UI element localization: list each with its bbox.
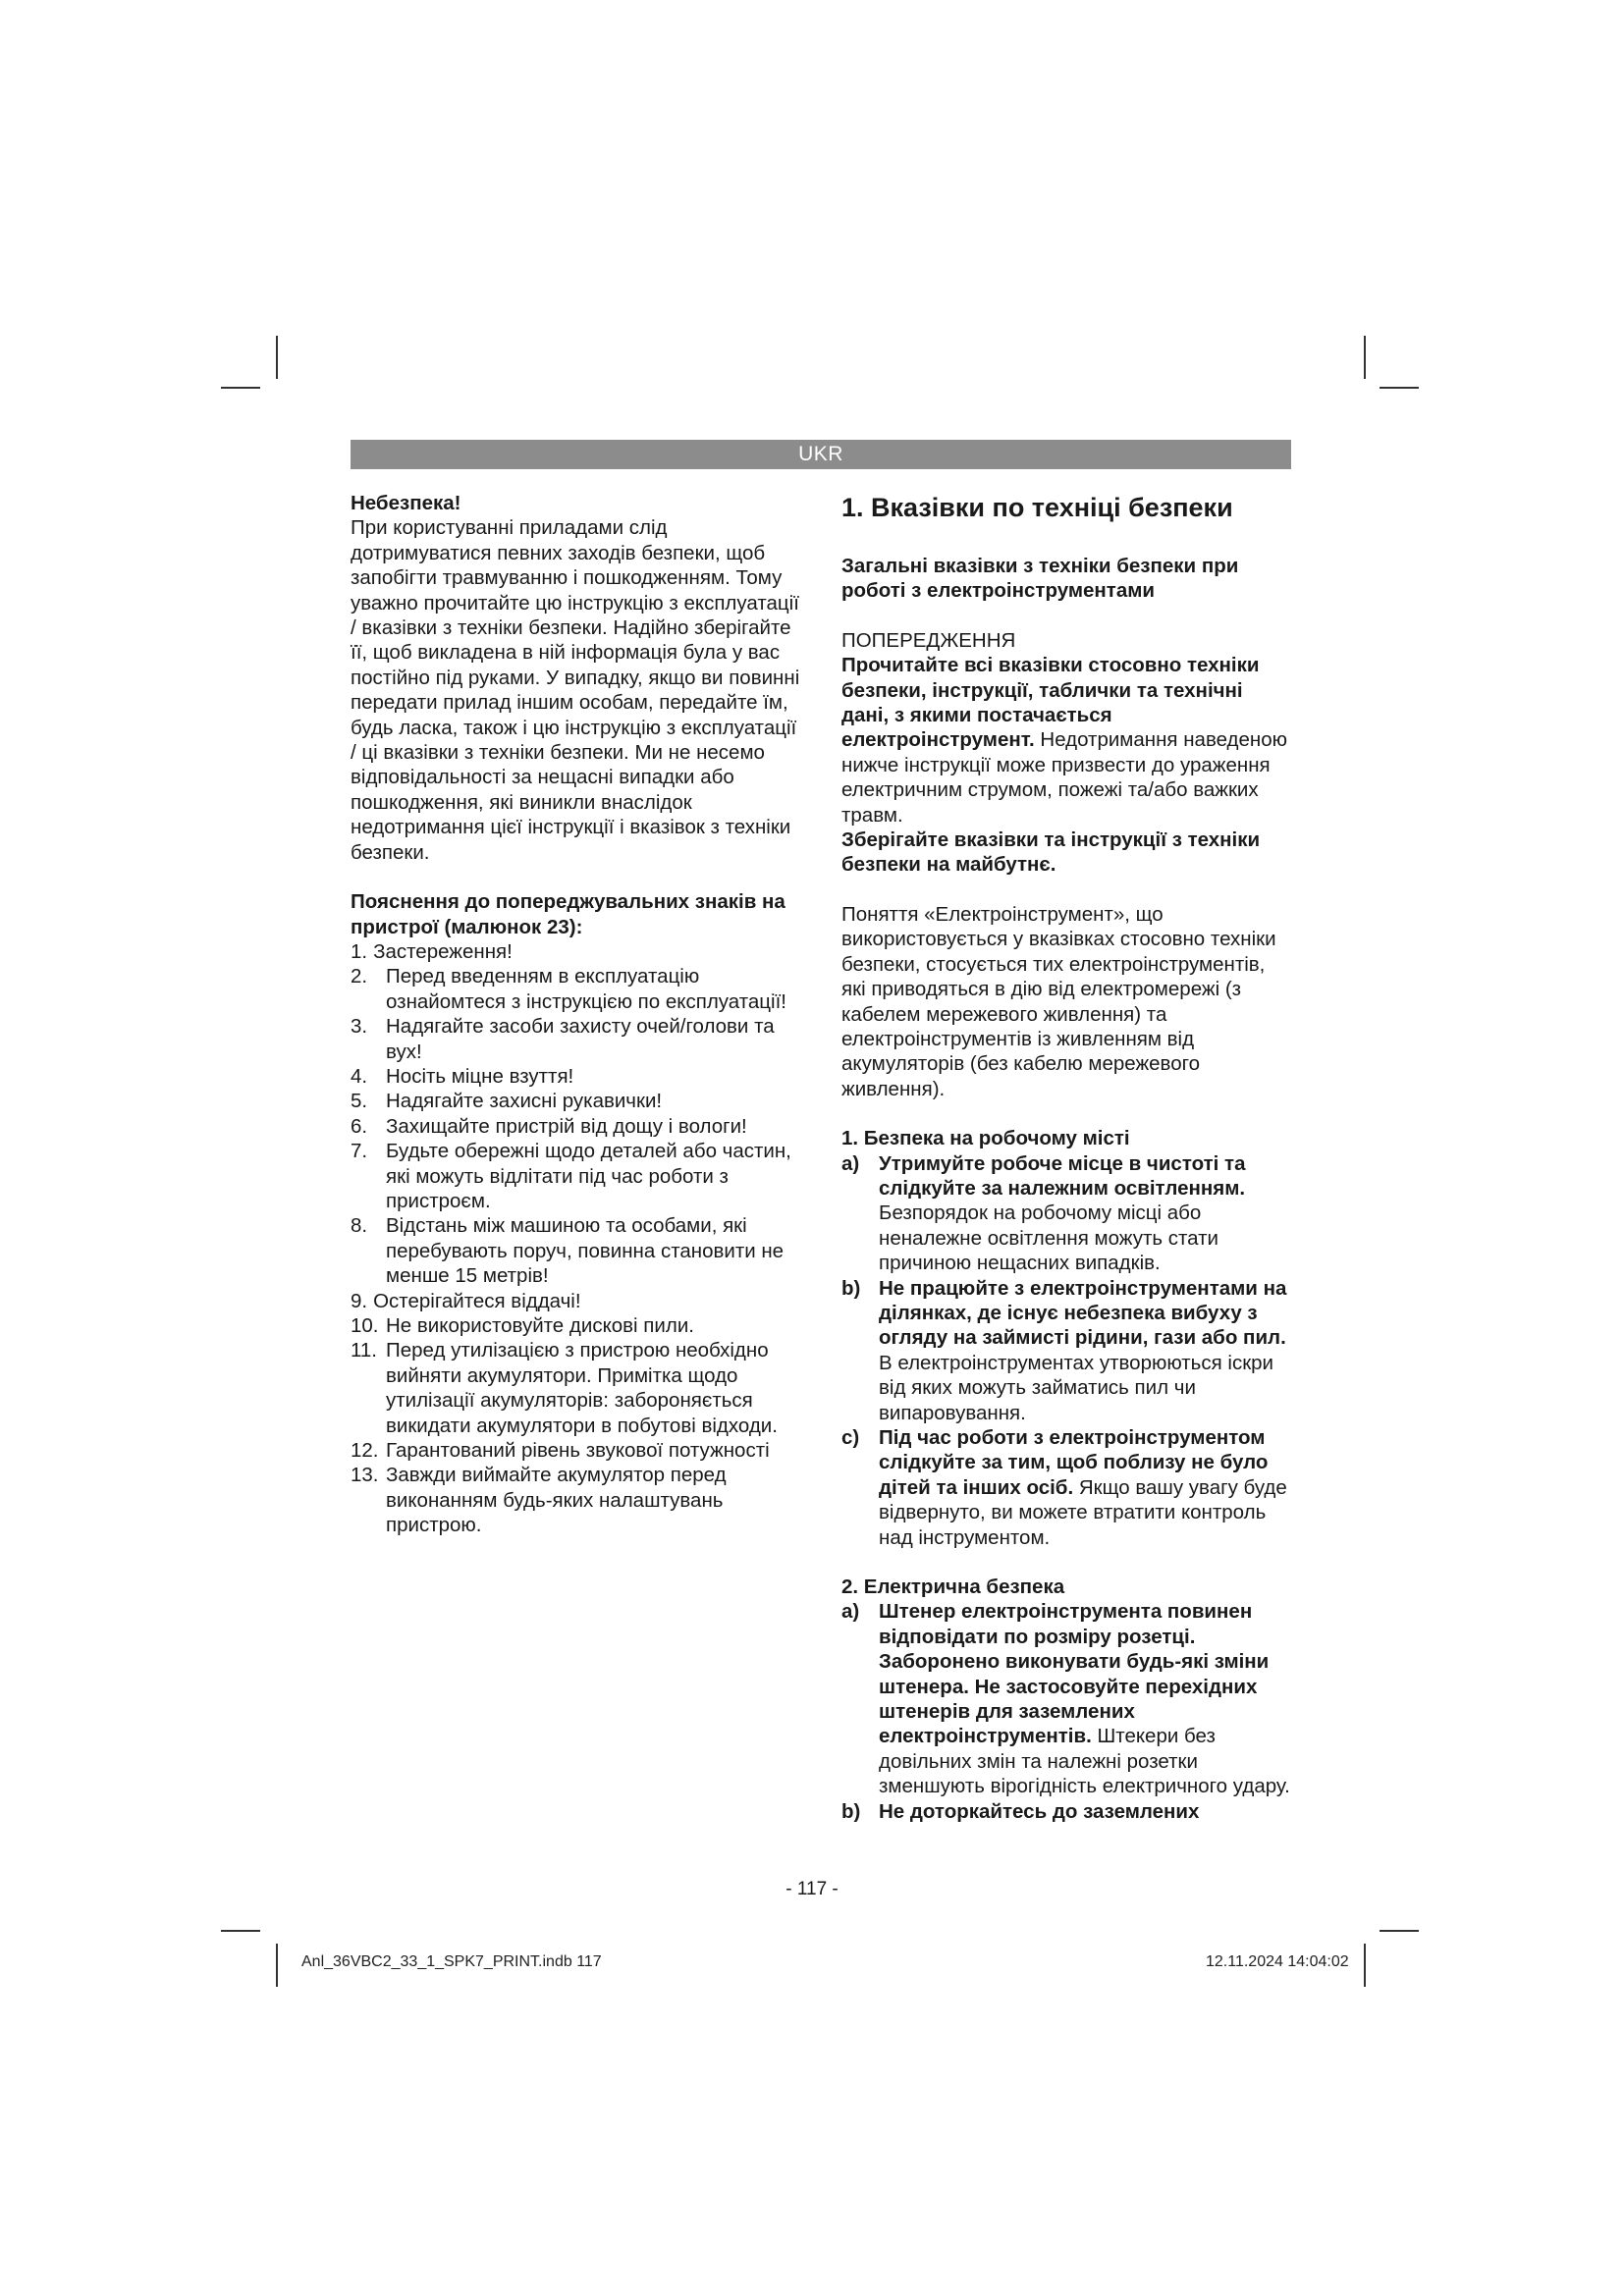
warning-label: ПОПЕРЕДЖЕННЯ: [841, 628, 1016, 652]
danger-text: При користуванні приладами слід дотримуватися певних заходів безпеки, щоб запобігти травмуванню і пошкодженням. Тому уважно прочитайте цю інструкцію з експлуатації / вказівки з техніки безпеки. Надійно зберігайте її, щоб викладена в ній інформація була у вас постійно під руками. У випадку, якщо ви повинні передати прилад іншим особам, передайте їм, будь ласка, також і цю інструкцію з експлуатації / ці вказівки з техніки безпеки. Ми не несемо відповідальності за нещасні випадки або пошкодження, які виникли внаслідок недотримання цієї інструкції і вказівок з техніки безпеки.: [351, 516, 800, 864]
list-item-text: Надягайте захисні рукавички!: [386, 1090, 663, 1113]
signs-list: [351, 939, 804, 1538]
warning-paragraph: [841, 653, 1293, 828]
list-item-text: Штекери без довільних змін та належні розетки зменшують вірогідність електричного удару.: [879, 1725, 1290, 1798]
language-header: UKR: [351, 440, 1291, 469]
list-item-letter: a): [841, 1600, 860, 1624]
list-item: [351, 1438, 804, 1463]
list-item-number: 1.: [351, 939, 368, 963]
workplace-title: 1. Безпека на робочому місті: [841, 1127, 1130, 1150]
crop-mark: [1364, 336, 1366, 379]
list-item: [841, 1151, 1293, 1276]
list-item: [351, 1064, 804, 1089]
list-item-text: Захищайте пристрій від дощу і вологи!: [386, 1114, 747, 1138]
list-item-text: Безпорядок на робочому місці або неналежне освітлення можуть стати причиною нещасних випадків.: [879, 1201, 1218, 1275]
list-item-bold: Утримуйте робоче місце в чистоті та слідкуйте за належним освітленням.: [879, 1151, 1246, 1200]
list-item-text: В електроінструментах утворюються іскри від яких можуть займатись пил чи випаровування.: [879, 1351, 1274, 1424]
workplace-list: [841, 1151, 1293, 1551]
list-item: [351, 1114, 804, 1139]
list-item: [351, 1313, 804, 1338]
term-text: Поняття «Електроінструмент», що використовується у вказівках стосовно техніки безпеки, стосується тих електроінструментів, які приводяться в дію від електромережі (з кабелем мережевого живлення) та електроінструментів із живленням від акумуляторів (без кабелю мережевого живлення).: [841, 902, 1276, 1100]
list-item-text: Будьте обережні щодо деталей або частин, які можуть відлітати під час роботи з пристроєм.: [386, 1140, 791, 1212]
warning-text: Недотримання наведеною нижче інструкції може призвести до ураження електричним струмом, пожежі та/або важких травм.: [841, 728, 1288, 827]
list-item-text: Не використовуйте дискові пили.: [386, 1314, 694, 1337]
list-item-text: Перед утилізацією з пристрою необхідно вийняти акумулятори. Примітка щодо утилізації акумуляторів: забороняється викидати акумулятори в побутові відходи.: [386, 1339, 778, 1437]
section-title: 1. Вказівки по техніці безпеки: [841, 493, 1233, 522]
list-item: [841, 1599, 1293, 1798]
crop-mark: [276, 1944, 278, 1987]
list-item: [351, 1139, 804, 1213]
list-item-letter: a): [841, 1151, 860, 1175]
list-item-number: 11.: [351, 1339, 377, 1362]
list-item: [351, 1338, 804, 1438]
list-item-number: 13.: [351, 1464, 379, 1487]
warning-bold: Прочитайте всі вказівки стосовно техніки безпеки, інструкції, таблички та технічні дані, з якими постачається електроінструмент.: [841, 654, 1260, 752]
left-column: [351, 491, 804, 1538]
footer-file: Anl_36VBC2_33_1_SPK7_PRINT.indb 117: [301, 1953, 602, 1970]
crop-mark: [1380, 387, 1419, 389]
list-item-text: Гарантований рівень звукової потужності: [386, 1439, 770, 1463]
list-item-number: 10.: [351, 1314, 379, 1337]
crop-mark: [276, 336, 278, 379]
list-item-text: Якщо вашу увагу буде відвернуто, ви можете втратити контроль над інструментом.: [879, 1475, 1287, 1549]
list-item-letter: c): [841, 1426, 860, 1449]
list-item: [351, 1014, 804, 1064]
list-item: [841, 1799, 1293, 1824]
list-item-number: 4.: [351, 1064, 368, 1088]
list-item-number: 7.: [351, 1140, 368, 1163]
list-item: [351, 939, 804, 964]
list-item-letter: b): [841, 1276, 861, 1300]
list-item-number: 9.: [351, 1289, 368, 1312]
list-item-bold: Під час роботи з електроінструментом слідкуйте за тим, щоб поблизу не було дітей та інших осіб.: [879, 1426, 1269, 1499]
list-item-letter: b): [841, 1799, 861, 1823]
list-item-number: 5.: [351, 1090, 368, 1113]
list-item-text: Надягайте засоби захисту очей/голови та вух!: [386, 1015, 775, 1063]
signs-title: Пояснення до попереджувальних знаків на пристрої (малюнок 23):: [351, 890, 785, 938]
crop-mark: [221, 387, 260, 389]
list-item-bold: Не доторкайтесь до заземлених: [879, 1799, 1200, 1823]
list-item: [351, 1089, 804, 1113]
list-item-text: Завжди виймайте акумулятор перед виконанням будь-яких налаштувань пристрою.: [386, 1464, 727, 1537]
electric-title: 2. Електрична безпека: [841, 1575, 1065, 1599]
list-item-text: Застереження!: [373, 939, 513, 963]
list-item-text: Відстань між машиною та особами, які перебувають поруч, повинна становити не менше 15 метрів!: [386, 1214, 785, 1288]
page-number: - 117 -: [785, 1879, 839, 1899]
list-item-number: 3.: [351, 1015, 368, 1039]
crop-mark: [221, 1930, 260, 1932]
footer-datetime: 12.11.2024 14:04:02: [1206, 1953, 1349, 1970]
list-item: [841, 1276, 1293, 1425]
crop-mark: [1380, 1930, 1419, 1932]
list-item: [841, 1425, 1293, 1550]
list-item-number: 8.: [351, 1214, 368, 1238]
list-item-number: 12.: [351, 1439, 379, 1463]
list-item-text: Перед введенням в експлуатацію ознайомтеся з інструкцією по експлуатації!: [386, 965, 786, 1013]
list-item-text: Остерігайтеся віддачі!: [373, 1289, 581, 1312]
list-item-number: 2.: [351, 965, 368, 988]
right-column: [841, 491, 1293, 1824]
danger-title: Небезпека!: [351, 492, 461, 514]
crop-mark: [1364, 1944, 1366, 1987]
general-title: Загальні вказівки з техніки безпеки при роботі з електроінструментами: [841, 555, 1239, 603]
list-item: [351, 964, 804, 1014]
list-item-text: Носіть міцне взуття!: [386, 1064, 574, 1088]
list-item: [351, 1463, 804, 1537]
list-item-number: 6.: [351, 1114, 368, 1138]
electric-list: [841, 1599, 1293, 1824]
list-item: [351, 1213, 804, 1288]
keep-instructions: Зберігайте вказівки та інструкції з техніки безпеки на майбутнє.: [841, 828, 1261, 877]
list-item: [351, 1289, 804, 1313]
list-item-bold: Штенер електроінструмента повинен відповідати по розміру розетці. Заборонено виконувати будь-які зміни штенера. Не застосовуйте перехідних штенерів для заземлених електроінструментів.: [879, 1600, 1270, 1748]
list-item-bold: Не працюйте з електроінструментами на ділянках, де існує небезпека вибуху з огляду на займисті рідини, гази або пил.: [879, 1276, 1287, 1350]
